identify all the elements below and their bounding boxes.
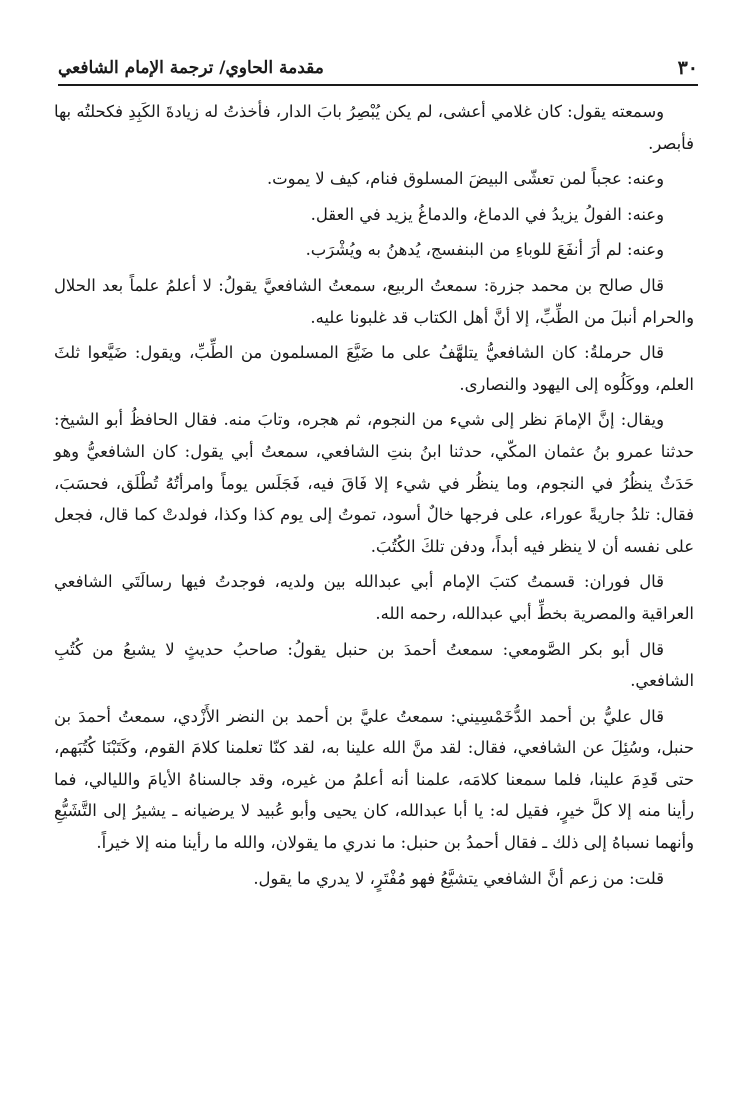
paragraph: قلت: من زعم أنَّ الشافعي يتشيَّعُ فهو مُفْتَرٍ، لا يدري ما يقول. <box>253 868 664 888</box>
paragraph: وسمعته يقول: كان غلامي أعشى، لم يكن يُبْصِرُ بابَ الدار، فأخذتُ له زيادةَ الكَبِدِ فكحلتُه بها فأبصر. <box>54 102 694 153</box>
page-body <box>54 96 694 898</box>
paragraph: وعنه: لم أرَ أنفَعَ للوباءِ من البنفسج، يُدهنُ به ويُشْرَب. <box>305 240 664 260</box>
running-header <box>58 52 698 86</box>
paragraph: وعنه: عجباً لمن تعشّى البيضَ المسلوق فنام، كيف لا يموت. <box>266 169 664 189</box>
page-number: ٣٠ <box>677 57 698 79</box>
paragraph: قال فوران: قسمتُ كتبَ الإمام أبي عبدالله بين ولديه، فوجدتُ فيها رسالَتَي الشافعي العراقية والمصرية بخطِّ أبي عبدالله، رحمه الله. <box>54 572 694 623</box>
paragraph: قال حرملةُ: كان الشافعيُّ يتلهَّفُ على ما ضَيَّعَ المسلمون من الطِّبِّ، ويقول: ضَيَّعوا ثلثَ العلم، ووكَلُوه إلى اليهود والنصارى. <box>54 343 694 394</box>
running-title: مقدمة الحاوي/ ترجمة الإمام الشافعي <box>58 58 324 78</box>
paragraph: قال أبو بكر الصَّومعي: سمعتُ أحمدَ بن حنبل يقولُ: صاحبُ حديثٍ لا يشبعُ من كُتُبِ الشافعي. <box>54 639 694 691</box>
paragraph: قال صالح بن محمد جزرة: سمعتُ الربيع، سمعتُ الشافعيَّ يقولُ: لا أعلمُ علماً بعد الحلال والحرام أنبلَ من الطِّبِّ، إلا أنَّ أهل الكتاب قد غلبونا عليه. <box>54 275 694 327</box>
paragraph: وعنه: الفولُ يزيدُ في الدماغ، والدماغُ يزيد في العقل. <box>310 204 664 224</box>
paragraph: قال عليُّ بن أحمد الدُّخَمْسِيني: سمعتُ عليَّ بن أحمد بن النضر الأَزْدي، سمعتُ أحمدَ بن حنبل، وسُئِلَ عن الشافعي، فقال: لقد منَّ الله علينا به، لقد كنّا تعلمنا كلامَ القوم، وكَتَبْنَا كُتُبَهم، حتى قَدِمَ علينا، فلما سمعنا كلامَه، علمنا أنه أعلمُ من غيره، وقد جالسناهُ الأيامَ والليالي، فما رأينا منه إلا كلَّ خيرٍ، فقيل له: يا أبا عبدالله، كان يحيى وأبو عُبيد لا يرضيانه ـ يشيرُ إلى التَّشَيُّعِ وأنهما نسباهُ إلى ذلك ـ فقال أحمدُ بن حنبل: ما ندري ما يقولان، والله ما رأينا منه إلا خيراً. <box>54 706 694 853</box>
paragraph: ويقال: إنَّ الإمامَ نظر إلى شيء من النجوم، ثم هجره، وتابَ منه. فقال الحافظُ أبو الشيخ: حدثنا عمرو بنُ عثمان المكّي، حدثنا ابنُ بنتِ الشافعي، سمعتُ أبي يقول: كان الشافعيُّ وهو حَدَثٌ ينظُرُ في النجوم، وما ينظُر في شيء إلا فَاقَ فيه، فَجَلَس يوماً وامرأتُهُ تُطْلَق، فحسَبَ، فقال: تلدُ جاريةً عوراء، على فرجها خالٌ أسود، تموتُ إلى يوم كذا وكذا، فولدتْ كما قال، فجعل على نفسه أن لا ينظر فيه أبداً، ودفن تلكَ الكُتُبَ. <box>54 410 694 556</box>
